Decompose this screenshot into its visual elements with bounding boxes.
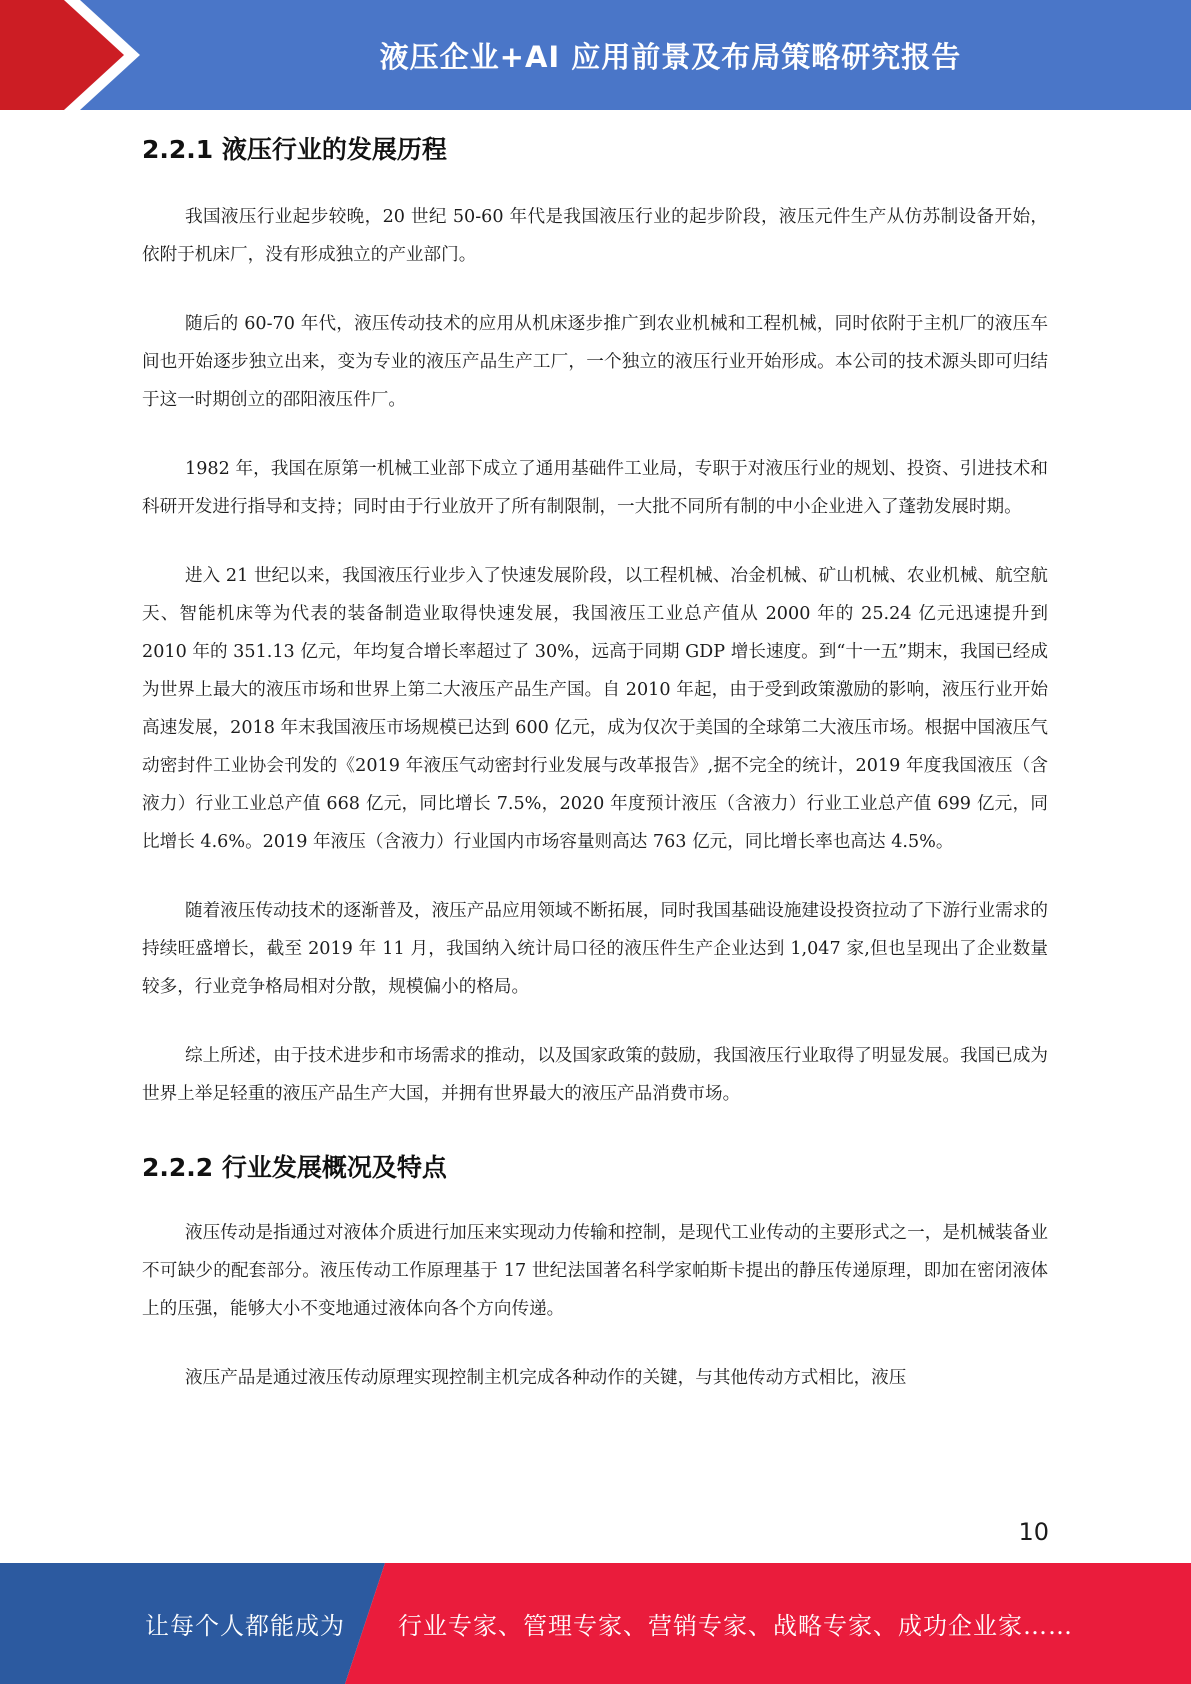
report-title: 液压企业+AI 应用前景及布局策略研究报告 — [379, 39, 962, 74]
footer-slogan: 让每个人都能成为 — [145, 1612, 345, 1640]
header-banner — [0, 0, 1191, 110]
footer-roles: 行业专家、管理专家、营销专家、战略专家、成功企业家…… — [398, 1612, 1073, 1640]
paragraph: 随着液压传动技术的逐渐普及，液压产品应用领域不断拓展，同时我国基础设施建设投资拉动了下游行业需求的持续旺盛增长，截至 2019 年 11 月，我国纳入统计局口径的液压件生产企业达到 1,047 家,但也呈现出了企业数量较多，行业竞争格局相对分散，规模偏小的格局。 — [142, 901, 1048, 997]
paragraph: 综上所述，由于技术进步和市场需求的推动，以及国家政策的鼓励，我国液压行业取得了明显发展。我国已成为世界上举足轻重的液压产品生产大国，并拥有世界最大的液压产品消费市场。 — [142, 1046, 1048, 1104]
section-heading-2-2-1: 2.2.1 液压行业的发展历程 — [142, 135, 447, 164]
paragraph: 液压传动是指通过对液体介质进行加压来实现动力传输和控制，是现代工业传动的主要形式之一，是机械装备业不可缺少的配套部分。液压传动工作原理基于 17 世纪法国著名科学家帕斯卡提出的静压传递原理，即加在密闭液体上的压强，能够大小不变地通过液体向各个方向传递。 — [142, 1223, 1048, 1319]
section-heading-2-2-2: 2.2.2 行业发展概况及特点 — [142, 1153, 447, 1182]
paragraph: 进入 21 世纪以来，我国液压行业步入了快速发展阶段，以工程机械、冶金机械、矿山机械、农业机械、航空航天、智能机床等为代表的装备制造业取得快速发展，我国液压工业总产值从 2000 年的 25.24 亿元迅速提升到 2010 年的 351.13 亿元，年均复合增长率超过了 30%，远高于同期 GDP 增长速度。到“十一五”期末，我国已经成为世界上最大的液压市场和世界上第二大液压产品生产国。自 2010 年起，由于受到政策激励的影响，液压行业开始高速发展，2018 年末我国液压市场规模已达到 600 亿元，成为仅次于美国的全球第二大液压市场。根据中国液压气动密封件工业协会刊发的《2019 年液压气动密封行业发展与改革报告》,据不完全的统计，2019 年度我国液压（含液力）行业工业总产值 668 亿元，同比增长 7.5%，2020 年度预计液压（含液力）行业工业总产值 699 亿元，同比增长 4.6%。2019 年液压（含液力）行业国内市场容量则高达 763 亿元，同比增长率也高达 4.5%。 — [142, 566, 1048, 852]
paragraph: 1982 年，我国在原第一机械工业部下成立了通用基础件工业局，专职于对液压行业的规划、投资、引进技术和科研开发进行指导和支持；同时由于行业放开了所有制限制，一大批不同所有制的中小企业进入了蓬勃发展时期。 — [142, 459, 1048, 517]
paragraph: 随后的 60-70 年代，液压传动技术的应用从机床逐步推广到农业机械和工程机械，同时依附于主机厂的液压车间也开始逐步独立出来，变为专业的液压产品生产工厂，一个独立的液压行业开始形成。本公司的技术源头即可归结于这一时期创立的邵阳液压件厂。 — [142, 314, 1048, 410]
page-number: 10 — [1018, 1518, 1049, 1546]
page-content — [142, 126, 1048, 1428]
paragraph: 液压产品是通过液压传动原理实现控制主机完成各种动作的关键，与其他传动方式相比，液压 — [185, 1368, 907, 1388]
paragraph: 我国液压行业起步较晚，20 世纪 50-60 年代是我国液压行业的起步阶段，液压元件生产从仿苏制设备开始，依附于机床厂，没有形成独立的产业部门。 — [142, 207, 1048, 265]
chevron-arrow-icon — [0, 0, 160, 110]
footer-banner — [0, 1563, 1191, 1684]
